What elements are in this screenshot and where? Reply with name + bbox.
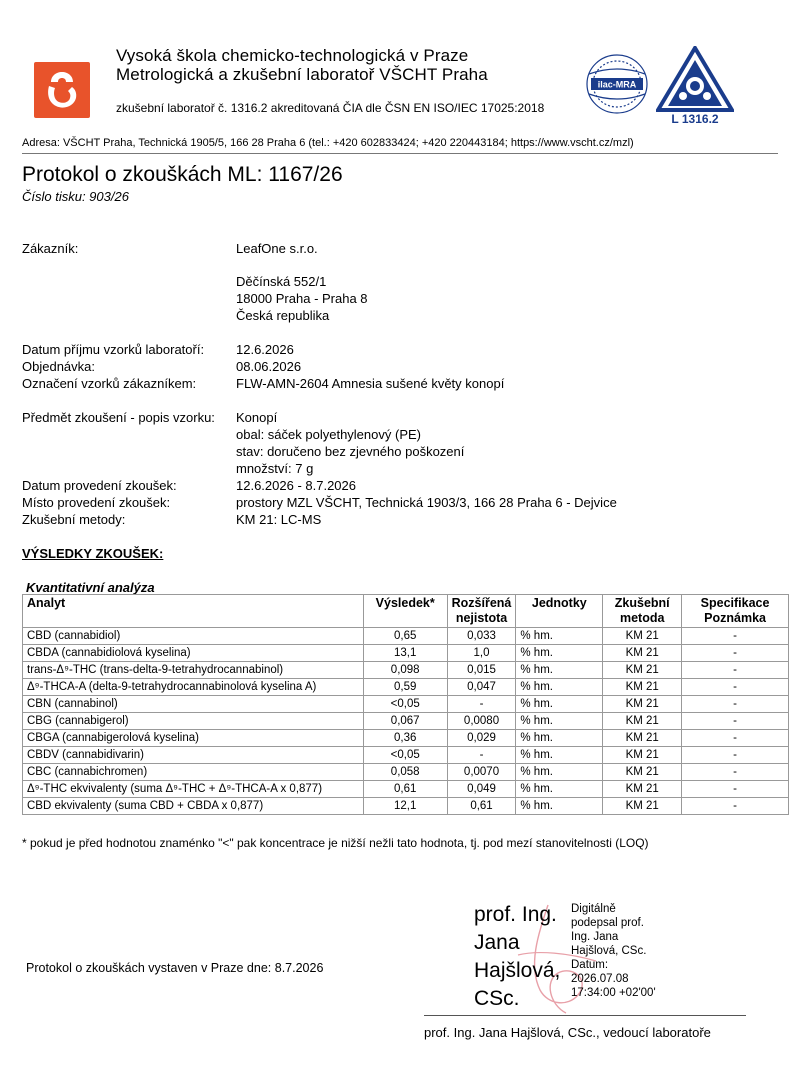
cia-accreditation-logo <box>656 46 734 126</box>
sig-name-line-4: CSc. <box>474 987 520 1010</box>
order-label: Objednávka: <box>22 359 95 374</box>
loq-footnote: * pokud je před hodnotou znaménko "<" pak koncentrace je nižší nežli tato hodnota, tj. pod mezí stanovitelnosti (LOQ) <box>22 836 649 850</box>
flask-drop-icon <box>34 62 90 118</box>
table-row: trans-Δ⁹-THC (trans-delta-9-tetrahydrocannabinol) 0,098 0,015 % hm. KM 21 - <box>23 662 789 679</box>
table-row: CBDA (cannabidiolová kyselina) 13,1 1,0 % hm. KM 21 - <box>23 645 789 662</box>
digital-line-5: Datum: <box>571 959 609 971</box>
test-date-value: 12.6.2026 - 8.7.2026 <box>236 478 356 493</box>
table-row: CBC (cannabichromen) 0,058 0,0070 % hm. KM 21 - <box>23 764 789 781</box>
col-units: Jednotky <box>516 595 603 628</box>
table-row: CBN (cannabinol) <0,05 - % hm. KM 21 - <box>23 696 789 713</box>
place-label: Místo provedení zkoušek: <box>22 495 171 510</box>
customer-address-1: Děčínská 552/1 <box>236 274 327 289</box>
header-divider <box>22 153 778 154</box>
subject-line-3: stav: doručeno bez zjevného poškození <box>236 444 465 459</box>
customer-address-2: 18000 Praha - Praha 8 <box>236 291 368 306</box>
subject-line-1: Konopí <box>236 410 278 425</box>
table-header-row <box>23 595 789 628</box>
customer-name: LeafOne s.r.o. <box>236 241 318 256</box>
signature-line <box>424 1015 746 1016</box>
sample-value: FLW-AMN-2604 Amnesia sušené květy konopí <box>236 376 505 391</box>
digital-line-2: podepsal prof. <box>571 917 644 929</box>
school-line-2: Metrologická a zkušební laboratoř VŠCHT Praha <box>116 65 488 84</box>
table-row: Δ⁹-THCA-A (delta-9-tetrahydrocannabinolová kyselina A) 0,59 0,047 % hm. KM 21 - <box>23 679 789 696</box>
table-row: Δ⁹-THC ekvivalenty (suma Δ⁹-THC + Δ⁹-THCA-A x 0,877) 0,61 0,049 % hm. KM 21 - <box>23 781 789 798</box>
institution-name <box>116 46 488 84</box>
signatory-caption: prof. Ing. Jana Hajšlová, CSc., vedoucí laboratoře <box>424 1025 711 1040</box>
methods-value: KM 21: LC-MS <box>236 512 322 527</box>
school-line-1: Vysoká škola chemicko-technologická v Praze <box>116 46 469 65</box>
ilac-mra-logo <box>583 52 651 116</box>
table-row: CBD (cannabidiol) 0,65 0,033 % hm. KM 21 - <box>23 628 789 645</box>
lab-address: Adresa: VŠCHT Praha, Technická 1905/5, 166 28 Praha 6 (tel.: +420 602833424; +420 220443184; https://www.vscht.cz/mzl) <box>22 137 634 149</box>
received-label: Datum příjmu vzorků laboratoří: <box>22 342 205 357</box>
digital-line-7: 17:34:00 +02'00' <box>571 987 656 999</box>
methods-label: Zkušební metody: <box>22 512 126 527</box>
test-date-label: Datum provedení zkoušek: <box>22 478 177 493</box>
accreditation-text: zkušební laboratoř č. 1316.2 akreditovaná ČIA dle ČSN EN ISO/IEC 17025:2018 <box>116 101 545 115</box>
ilac-logo-text: ilac-MRA <box>597 79 637 90</box>
col-spec: Specifikace Poznámka <box>682 595 789 628</box>
print-number: Číslo tisku: 903/26 <box>22 189 129 204</box>
sig-name-line-3: Hajšlová, <box>474 959 561 982</box>
col-method: Zkušební metoda <box>603 595 682 628</box>
vscht-logo <box>34 62 90 118</box>
sample-label: Označení vzorků zákazníkem: <box>22 376 197 391</box>
customer-label: Zákazník: <box>22 241 79 256</box>
digital-line-3: Ing. Jana <box>571 931 619 943</box>
customer-address-3: Česká republika <box>236 308 330 323</box>
digital-line-1: Digitálně <box>571 903 616 915</box>
subject-label: Předmět zkoušení - popis vzorku: <box>22 410 215 425</box>
place-value: prostory MZL VŠCHT, Technická 1903/3, 166 28 Praha 6 - Dejvice <box>236 495 617 510</box>
received-value: 12.6.2026 <box>236 342 294 357</box>
quantitative-heading: Kvantitativní analýza <box>26 580 155 595</box>
table-row: CBG (cannabigerol) 0,067 0,0080 % hm. KM 21 - <box>23 713 789 730</box>
sig-name-line-2: Jana <box>474 931 520 954</box>
col-analyte: Analyt <box>23 595 364 628</box>
digital-line-6: 2026.07.08 <box>571 973 629 985</box>
subject-line-2: obal: sáček polyethylenový (PE) <box>236 427 421 442</box>
digital-line-4: Hajšlová, CSc. <box>571 945 647 957</box>
subject-line-4: množství: 7 g <box>236 461 314 476</box>
results-heading: VÝSLEDKY ZKOUŠEK: <box>22 546 164 561</box>
col-uncertainty: Rozšířená nejistota <box>447 595 516 628</box>
table-row: CBGA (cannabigerolová kyselina) 0,36 0,029 % hm. KM 21 - <box>23 730 789 747</box>
signatory-name-stamp <box>474 901 560 1013</box>
table-row: CBDV (cannabidivarin) <0,05 - % hm. KM 21 - <box>23 747 789 764</box>
order-value: 08.06.2026 <box>236 359 302 374</box>
cia-logo-text: L 1316.2 <box>671 112 719 126</box>
col-result: Výsledek* <box>363 595 447 628</box>
results-table <box>22 594 789 815</box>
table-row: CBD ekvivalenty (suma CBD + CBDA x 0,877) 12,1 0,61 % hm. KM 21 - <box>23 798 789 815</box>
digital-signature-info <box>571 902 656 1000</box>
issue-date-statement: Protokol o zkouškách vystaven v Praze dne: 8.7.2026 <box>26 961 324 975</box>
protocol-title: Protokol o zkouškách ML: 1167/26 <box>22 163 343 186</box>
sig-name-line-1: prof. Ing. <box>474 903 557 926</box>
